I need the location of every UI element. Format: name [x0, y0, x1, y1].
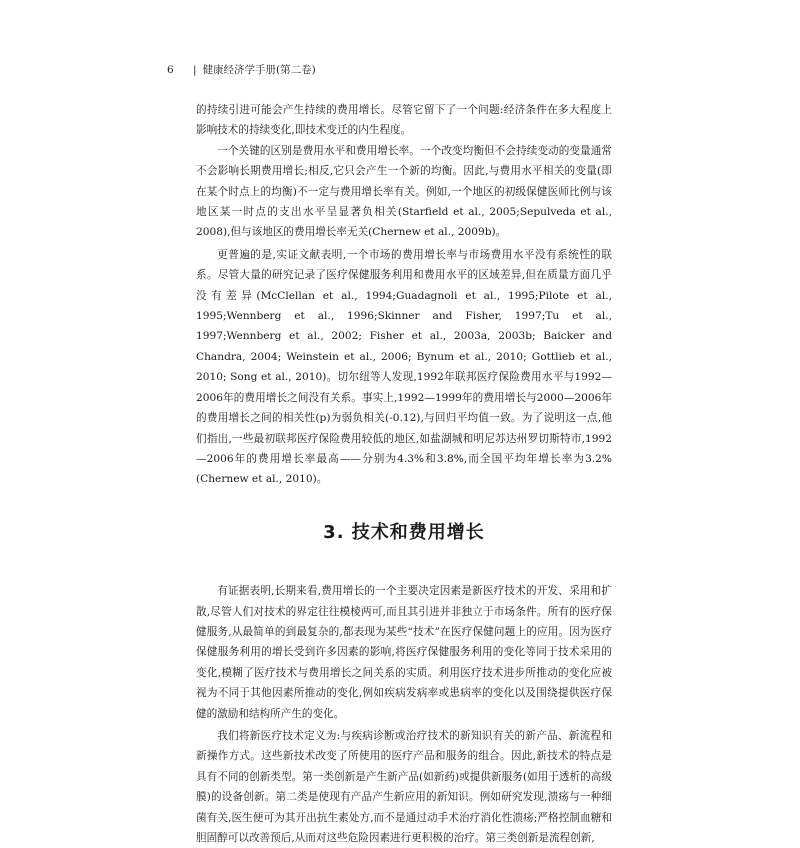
running-header — [167, 62, 316, 77]
paragraph-technology-evidence: 有证据表明,长期来看,费用增长的一个主要决定因素是新医疗技术的开发、采用和扩散,尽管人们对技术的界定往往模棱两可,而且其引进并非独立于市场条件。所有的医疗保健服务,从最简单的到最复杂的,都表现为某些“技术”在医疗保健问题上的应用。因为医疗保健服务利用的增长受到许多因素的影响,将医疗保健服务利用的变化等同于技术采用的变化,模糊了医疗技术与费用增长之间关系的实质。利用医疗技术进步所推动的变化应被视为不同于其他因素所推动的变化,例如疾病发病率或患病率的变化以及围绕提供医疗保健的激励和结构所产生的变化。 — [196, 585, 612, 720]
paragraph-level-vs-growth: 一个关键的区别是费用水平和费用增长率。一个改变均衡但不会持续变动的变量通常不会影响长期费用增长;相反,它只会产生一个新的均衡。因此,与费用水平相关的变量(即在某个时点上的均衡)不一定与费用增长率有关。例如,一个地区的初级保健医师比例与该地区某一时点的支出水平呈显著负相关(Starfield et al., 2005;Sepulveda et al., 2008),但与该地区的费用增长率无关(Chernew et al., 2009b)。 — [196, 144, 612, 239]
paragraph-empirical-literature: 更普遍的是,实证文献表明,一个市场的费用增长率与市场费用水平没有系统性的联系。尽管大量的研究记录了医疗保健服务利用和费用水平的区域差异,但在质量方面几乎没有差异(McClellan et al., 1994;Guadagnoli et al., 1995;Pilote et al., 1995;Wennberg et al., 1996;Skinner and Fisher, 1997;Tu et al., 1997;Wennberg et al., 2002; Fisher et al., 2003a, 2003b; Baicker and Chandra, 2004; Weinstein et al., 2006; Bynum et al., 2010; Gottlieb et al., 2010; Song et al., 2010)。切尔纽等人发现,1992年联邦医疗保险费用水平与1992—2006年的费用增长之间没有关系。事实上,1992—1999年的费用增长与2000—2006年的费用增长之间的相关性(p)为弱负相关(-0.12),与回归平均值一致。为了说明这一点,他们指出,一些最初联邦医疗保险费用较低的地区,如盐湖城和明尼苏达州罗切斯特市,1992—2006年的费用增长率最高——分别为4.3%和3.8%,而全国平均年增长率为3.2%(Chernew et al., 2010)。 — [196, 248, 612, 486]
paragraph-technology-definition: 我们将新医疗技术定义为:与疾病诊断或治疗技术的新知识有关的新产品、新流程和新操作方式。这些新技术改变了所使用的医疗产品和服务的组合。因此,新技术的特点是具有不同的创新类型。第一类创新是产生新产品(如新药)或提供新服务(如用于透析的高级膜)的设备创新。第二类是使现有产品产生新应用的新知识。例如研究发现,溃疡与一种细菌有关,医生便可为其开出抗生素处方,而不是通过动手术治疗消化性溃疡;严格控制血糖和胆固醇可以改善预后,从而对这些危险因素进行更积极的治疗。第三类创新是流程创新, — [196, 729, 612, 844]
header-separator: | — [193, 64, 197, 76]
book-title: 健康经济学手册(第二卷) — [202, 64, 316, 76]
page-number: 6 — [167, 64, 174, 76]
page-body — [196, 100, 612, 848]
section-heading: 3. 技术和费用增长 — [323, 521, 485, 543]
paragraph-continued: 的持续引进可能会产生持续的费用增长。尽管它留下了一个问题:经济条件在多大程度上影响技术的持续变化,即技术变迁的内生程度。 — [196, 104, 612, 137]
